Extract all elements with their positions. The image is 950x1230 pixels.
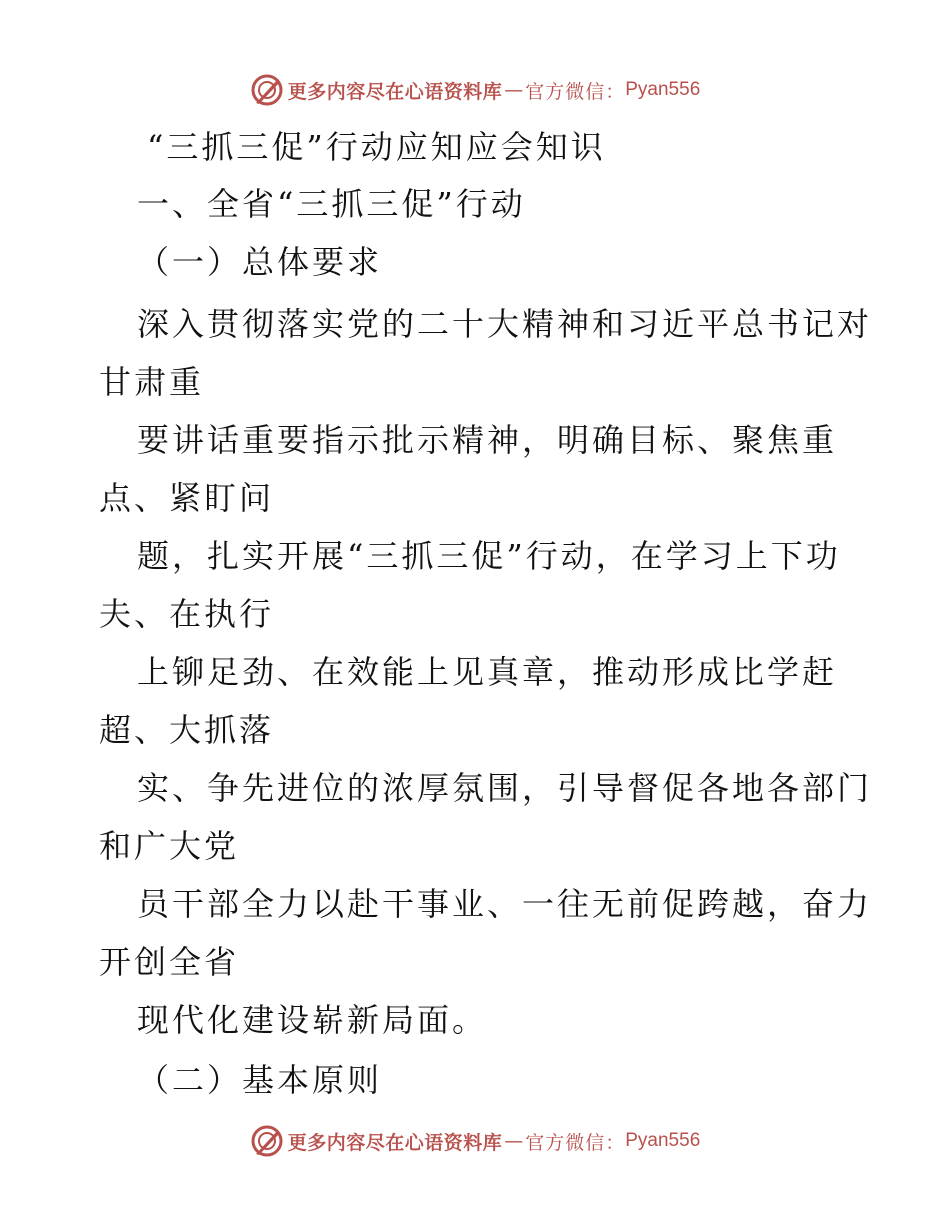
watermark-main-text: 更多内容尽在心语资料库 — [287, 80, 503, 103]
paragraph-line: 点、紧盯问 — [99, 479, 275, 517]
paragraph-line: 超、大抓落 — [99, 711, 275, 749]
paragraph-line: 题，扎实开展“三抓三促”行动，在学习上下功 — [137, 537, 841, 575]
paragraph-line: 夫、在执行 — [99, 595, 275, 633]
watermark-wechat-label: 官方微信： — [525, 80, 626, 103]
watermark-dash: — — [504, 1130, 524, 1152]
subsection-heading-2: （二）基本原则 — [137, 1061, 383, 1099]
section-heading-1: 一、全省“三抓三促”行动 — [137, 185, 526, 223]
paragraph-line: 实、争先进位的浓厚氛围，引导督促各地各部门 — [137, 769, 873, 807]
watermark-dash: — — [504, 79, 524, 101]
document-title: “三抓三促”行动应知应会知识 — [147, 128, 606, 166]
watermark-main-text: 更多内容尽在心语资料库 — [287, 1131, 503, 1154]
watermark-wechat-label: 官方微信： — [525, 1131, 626, 1154]
paragraph-line: 上铆足劲、在效能上见真章，推动形成比学赶 — [137, 653, 838, 691]
paragraph-line: 和广大党 — [99, 827, 240, 865]
paragraph-line: 开创全省 — [99, 943, 240, 981]
paragraph-line: 现代化建设崭新局面。 — [137, 1001, 488, 1039]
paragraph-line: 深入贯彻落实党的二十大精神和习近平总书记对 — [137, 305, 873, 343]
watermark-banner-bottom — [0, 1121, 950, 1161]
watermark-wechat-id: Pyan556 — [625, 1130, 701, 1151]
subsection-heading-1: （一）总体要求 — [137, 243, 383, 281]
paragraph-line: 要讲话重要指示批示精神，明确目标、聚焦重 — [137, 421, 838, 459]
paragraph-line: 员干部全力以赴干事业、一往无前促跨越，奋力 — [137, 885, 873, 923]
watermark-wechat-id: Pyan556 — [625, 79, 701, 100]
paragraph-line: 甘肃重 — [99, 363, 205, 401]
quill-seal-icon — [250, 1124, 284, 1158]
